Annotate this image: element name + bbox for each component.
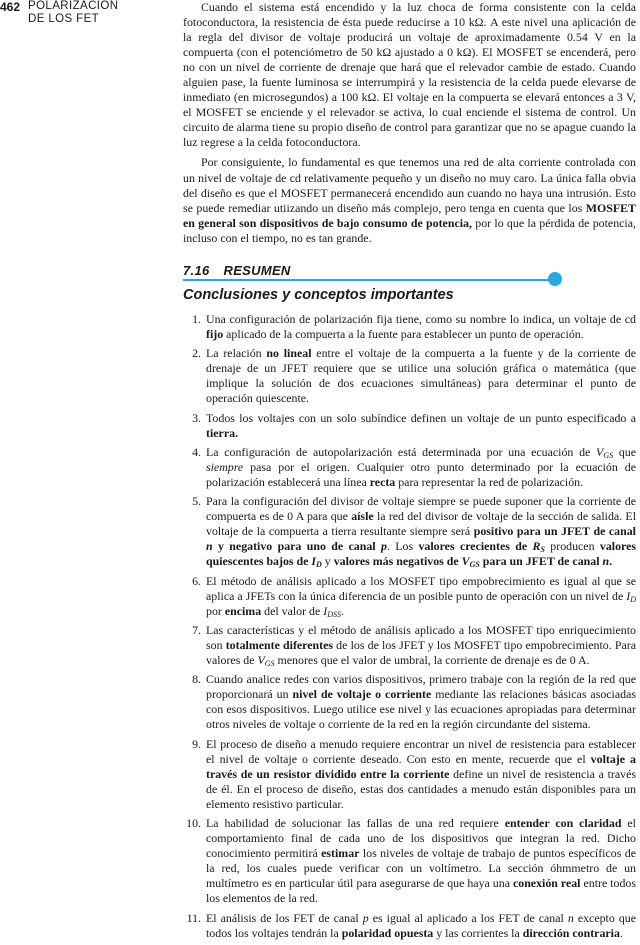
body-text bbox=[183, 0, 636, 246]
list-item: 7. Las características y el método de análisis aplicado a los MOSFET tipo enriquecimiento son totalmente diferentes de los de los JFET y los MOSFET tipo empobrecimiento. Para valores de $V_{GS}$ menores que el valor de umbral, la corriente de drenaje es de 0 A. bbox=[192, 623, 636, 669]
list-item: 2. La relación no lineal entre el voltaje de la compuerta a la fuente y de la corriente de drenaje de un JFET requiere que se utilice una solución gráfica o matemática (que implique la solución de dos ecuaciones simultáneas) para determinar el punto de operación quiescente. bbox=[192, 346, 636, 406]
subsection-title: Conclusiones y conceptos importantes bbox=[183, 287, 454, 303]
section-name: RESUMEN bbox=[223, 263, 291, 278]
list-item: 1. Una configuración de polarización fija tiene, como su nombre lo indica, un voltaje de cd fijo aplicado de la compuerta a la fuente para establecer un punto de operación. bbox=[192, 312, 636, 342]
paragraph-2: Por consiguiente, lo fundamental es que tenemos una red de alta corriente controlada con un nivel de voltaje de cd relativamente pequeño y un diseño no muy caro. La única falla obvia del diseño es que el MOSFET permanecerá encendido aun cuando no haya una intrusión. Esto se puede remediar utiizando un diseño más complejo, pero tenga en cuenta que los MOSFET en general son dispositivos de bajo consumo de potencia, por lo que la pérdida de potencia, incluso con el tiempo, no es tan grande. bbox=[183, 155, 636, 245]
summary-list bbox=[183, 312, 636, 945]
list-item: 9. El proceso de diseño a menudo requiere encontrar un nivel de resistencia para establecer el nivel de voltaje o corriente deseado. Con esto en mente, recuerde que el voltaje a través de un resistor dividido entre la corriente define un nivel de resistencia a través de él. En el proceso de diseño, estas dos cantidades a menudo están disponibles para un elemento resistivo particular. bbox=[192, 736, 636, 811]
section-title bbox=[183, 263, 291, 278]
list-item: 10. La habilidad de solucionar las fallas de una red requiere entender con claridad el comportamiento final de cada uno de los dispositivos que integran la red. Dicho conocimiento permitirá estimar los niveles de voltaje de trabajo de puntos específicos de la red, los cuales puede verificar con un voltímetro. La sección óhmmetro de un multímetro es en particular útil para asegurarse de que haya una conexión real entre todos los elementos de la red. bbox=[186, 816, 637, 906]
section-rule bbox=[183, 279, 551, 281]
running-title bbox=[28, 0, 118, 26]
list-item: 5. Para la configuración del divisor de voltaje siempre se puede suponer que la corriente de compuerta es de 0 A para que aísle la red del divisor de voltaje de la sección de salida. El voltaje de la compuerta a tierra resultante siempre será positivo para un JFET de canal n y negativo para uno de canal p. Los valores crecientes de $R_S$ producen valores quiescentes bajos de $I_D$ y valores más negativos de $V_{GS}$ para un JFET de canal n. bbox=[192, 494, 636, 570]
list-item: 4. La configuración de autopolarización está determinada por una ecuación de $V_{GS}$ que siempre pasa por el origen. Cualquier otro punto determinado por la ecuación de polarización establecerá una línea recta para representar la red de polarización. bbox=[192, 444, 636, 490]
running-title-line-2: DE LOS FET bbox=[28, 13, 100, 25]
list-item: 8. Cuando analice redes con varios dispositivos, primero trabaje con la región de la red que proporcionará un nivel de voltaje o corriente mediante las relaciones básicas asociadas con esos dispositivos. Luego utilice ese nivel y las ecuaciones apropiadas para determinar otros niveles de voltaje o corriente de la red en la región circundante del sistema. bbox=[192, 672, 636, 732]
list-item: 3. Todos los voltajes con un solo subíndice definen un voltaje de un punto especificado a tierra. bbox=[192, 410, 636, 440]
section-rule-dot bbox=[548, 272, 562, 286]
section-number: 7.16 bbox=[183, 263, 210, 278]
paragraph-1: Cuando el sistema está encendido y la luz choca de forma consistente con la celda fotoconductora, la resistencia de ésta puede reducirse a 10 kΩ. A este nivel una aplicación de la regla del divisor de voltaje producirá un voltaje de aproximadamente 0.54 V en la compuerta (con el potenciómetro de 50 kΩ ajustado a 0 kΩ). El MOSFET se encenderá, pero no con un nivel de corriente de drenaje que hará que el relevador cambie de estado. Cuando alguien pase, la fuente luminosa se interrumpirá y la resistencia de la celda puede elevarse de inmediato (en microsegundos) a 100 kΩ. El voltaje en la compuerta se elevará entonces a 3 V, el MOSFET se enciende y el relevador se activa, lo cual enciende el sistema de control. Un circuito de alarma tiene su propio diseño de control para garantizar que no se apague cuando la luz regrese a la celda fotoconductora. bbox=[183, 0, 636, 150]
list-item: 11. El análisis de los FET de canal p es igual al aplicado a los FET de canal n excepto que todos los voltajes tendrán la polaridad opuesta y las corrientes la dirección contraria. bbox=[186, 910, 637, 940]
running-title-line-1: POLARIZACIÓN bbox=[28, 0, 119, 12]
page-number: 462 bbox=[0, 0, 21, 14]
list-item: 6. El método de análisis aplicado a los MOSFET tipo empobrecimiento es igual al que se aplica a JFETs con la única diferencia de un posible punto de operación con un nivel de $I_D$ por encima del valor de $I_{DSS}$. bbox=[192, 573, 636, 619]
